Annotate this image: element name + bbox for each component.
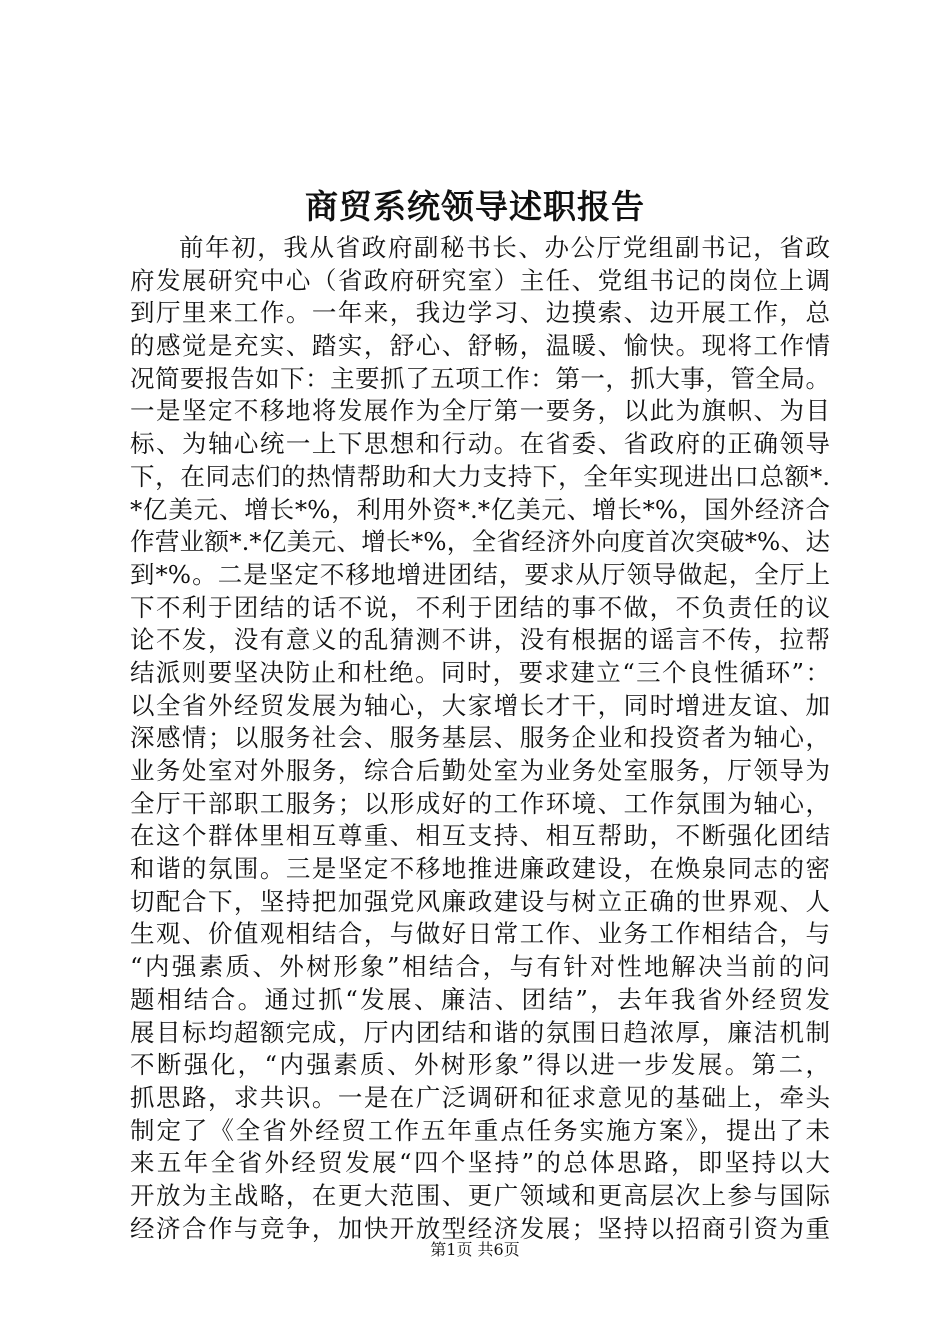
body-line: 标、为轴心统一上下思想和行动。在省委、省政府的正确领导 [130, 429, 830, 459]
body-line: 业务处室对外服务，综合后勤处室为业务处室服务，厅领导为 [130, 756, 830, 785]
body-line: 以全省外经贸发展为轴心，大家增长才干，同时增进友谊、加 [130, 690, 830, 720]
body-line: 下不利于团结的话不说，不利于团结的事不做，不负责任的议 [130, 592, 830, 622]
body-line: 开放为主战略，在更大范围、更广领域和更高层次上参与国际 [130, 1180, 830, 1210]
body-line: 和谐的氛围。三是坚定不移地推进廉政建设，在焕泉同志的密 [130, 854, 830, 884]
body-line: 下，在同志们的热情帮助和大力支持下，全年实现进出口总额*. [130, 461, 830, 491]
body-line: 一是坚定不移地将发展作为全厅第一要务，以此为旗帜、为目 [130, 396, 830, 426]
body-line: 前年初，我从省政府副秘书长、办公厅党组副书记，省政 [179, 233, 830, 262]
body-line: 经济合作与竞争，加快开放型经济发展；坚持以招商引资为重 [130, 1213, 830, 1243]
body-line: 抓思路，求共识。一是在广泛调研和征求意见的基础上，牵头 [130, 1082, 830, 1112]
document-title: 商贸系统领导述职报告 [305, 187, 645, 226]
body-line: 切配合下，坚持把加强党风廉政建设与树立正确的世界观、人 [130, 886, 830, 916]
body-line: 作营业额*.*亿美元、增长*%，全省经济外向度首次突破*%、达 [130, 527, 830, 557]
body-line: 到*%。二是坚定不移地增进团结，要求从厅领导做起，全厅上 [130, 559, 830, 589]
body-line: 况简要报告如下：主要抓了五项工作：第一，抓大事，管全局。 [130, 363, 830, 393]
body-line: 题相结合。通过抓“发展、廉洁、团结”，去年我省外经贸发 [130, 984, 830, 1014]
body-line: 全厅干部职工服务；以形成好的工作环境、工作氛围为轴心， [130, 788, 830, 818]
body-line: *亿美元、增长*%，利用外资*.*亿美元、增长*%，国外经济合 [130, 494, 830, 524]
body-line: 来五年全省外经贸发展“四个坚持”的总体思路，即坚持以大 [130, 1148, 830, 1178]
body-line: 结派则要坚决防止和杜绝。同时，要求建立“三个良性循环”： [130, 657, 830, 687]
body-line: 府发展研究中心（省政府研究室）主任、党组书记的岗位上调 [130, 265, 830, 295]
body-line: 生观、价值观相结合，与做好日常工作、业务工作相结合，与 [130, 919, 830, 949]
body-line: 论不发，没有意义的乱猜测不讲，没有根据的谣言不传，拉帮 [130, 625, 830, 655]
page-footer: 第1页 共6页 [430, 1240, 520, 1259]
body-line: 的感觉是充实、踏实，舒心、舒畅，温暖、愉快。现将工作情 [130, 331, 830, 361]
body-line: 制定了《全省外经贸工作五年重点任务实施方案》，提出了未 [130, 1115, 830, 1145]
document-body [130, 232, 830, 1245]
body-line: “内强素质、外树形象”相结合，与有针对性地解决当前的问 [130, 952, 830, 982]
body-line: 展目标均超额完成，厅内团结和谐的氛围日趋浓厚，廉洁机制 [130, 1017, 830, 1047]
body-line: 不断强化，“内强素质、外树形象”得以进一步发展。第二， [130, 1050, 830, 1080]
body-line: 在这个群体里相互尊重、相互支持、相互帮助，不断强化团结 [130, 821, 830, 851]
body-line: 到厅里来工作。一年来，我边学习、边摸索、边开展工作，总 [130, 298, 830, 328]
body-line: 深感情；以服务社会、服务基层、服务企业和投资者为轴心， [130, 723, 830, 753]
